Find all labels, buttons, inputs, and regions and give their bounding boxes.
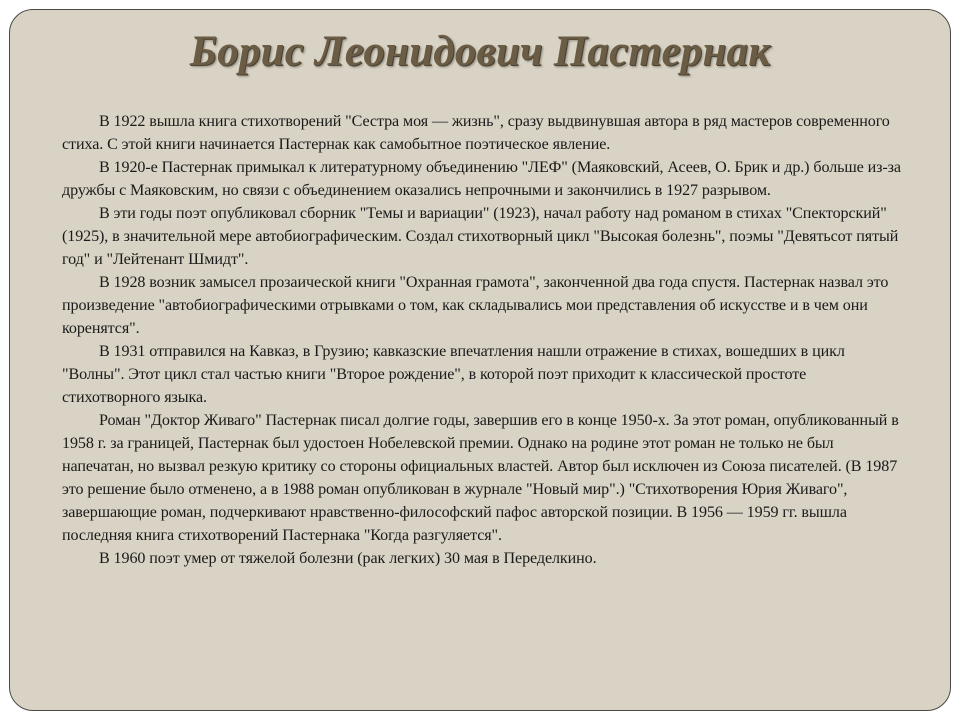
biography-text: [62, 110, 904, 570]
page-title: Борис Леонидович Пастернак: [189, 28, 771, 75]
paragraph-doctor-zhivago: Роман "Доктор Живаго" Пастернак писал долгие годы, завершив его в конце 1950-х. За этот роман, опубликованный в 1958 г. за границей, Пастернак был удостоен Нобелевской премии. Однако на родине этот роман не только не был напечатан, но вызвал резкую критику со стороны официальных властей. Автор был исключен из Союза писателей. (В 1987 это решение было отменено, а в 1988 роман опубликован в журнале "Новый мир".) "Стихотворения Юрия Живаго", завершающие роман, подчеркивают нравственно-философский пафос авторской позиции. В 1956 — 1959 гг. вышла последняя книга стихотворений Пастернака "Когда разгуляется".: [62, 412, 899, 544]
paragraph-caucasus: В 1931 отправился на Кавказ, в Грузию; кавказские впечатления нашли отражение в стихах, вошедших в цикл "Волны". Этот цикл стал частью книги "Второе рождение", в которой поэт приходит к классической простоте стихотворного языка.: [62, 343, 845, 406]
paragraph-safe-conduct: В 1928 возник замысел прозаической книги "Охранная грамота", законченной два года спустя. Пастернак назвал это произведение "автобиографическими отрывками о том, как складывались мои представления об искусстве и в чем они коренятся".: [62, 274, 889, 337]
paragraph-lef: В 1920-е Пастернак примыкал к литературному объединению "ЛЕФ" (Маяковский, Асеев, О. Брик и др.) больше из-за дружбы с Маяковским, но связи с объединением оказались непрочными и закончились в 1927 разрывом.: [62, 159, 901, 199]
paragraph-1922: В 1922 вышла книга стихотворений "Сестра моя — жизнь", сразу выдвинувшая автора в ряд мастеров современного стиха. С этой книги начинается Пастернак как самобытное поэтическое явление.: [62, 113, 890, 153]
paragraph-1960: В 1960 поэт умер от тяжелой болезни (рак легких) 30 мая в Переделкино.: [99, 550, 597, 567]
paragraph-themes-variations: В эти годы поэт опубликовал сборник "Темы и вариации" (1923), начал работу над романом в стихах "Спекторский" (1925), в значительной мере автобиографическим. Создал стихотворный цикл "Высокая болезнь", поэмы "Девятьсот пятый год" и "Лейтенант Шмидт".: [62, 205, 899, 268]
